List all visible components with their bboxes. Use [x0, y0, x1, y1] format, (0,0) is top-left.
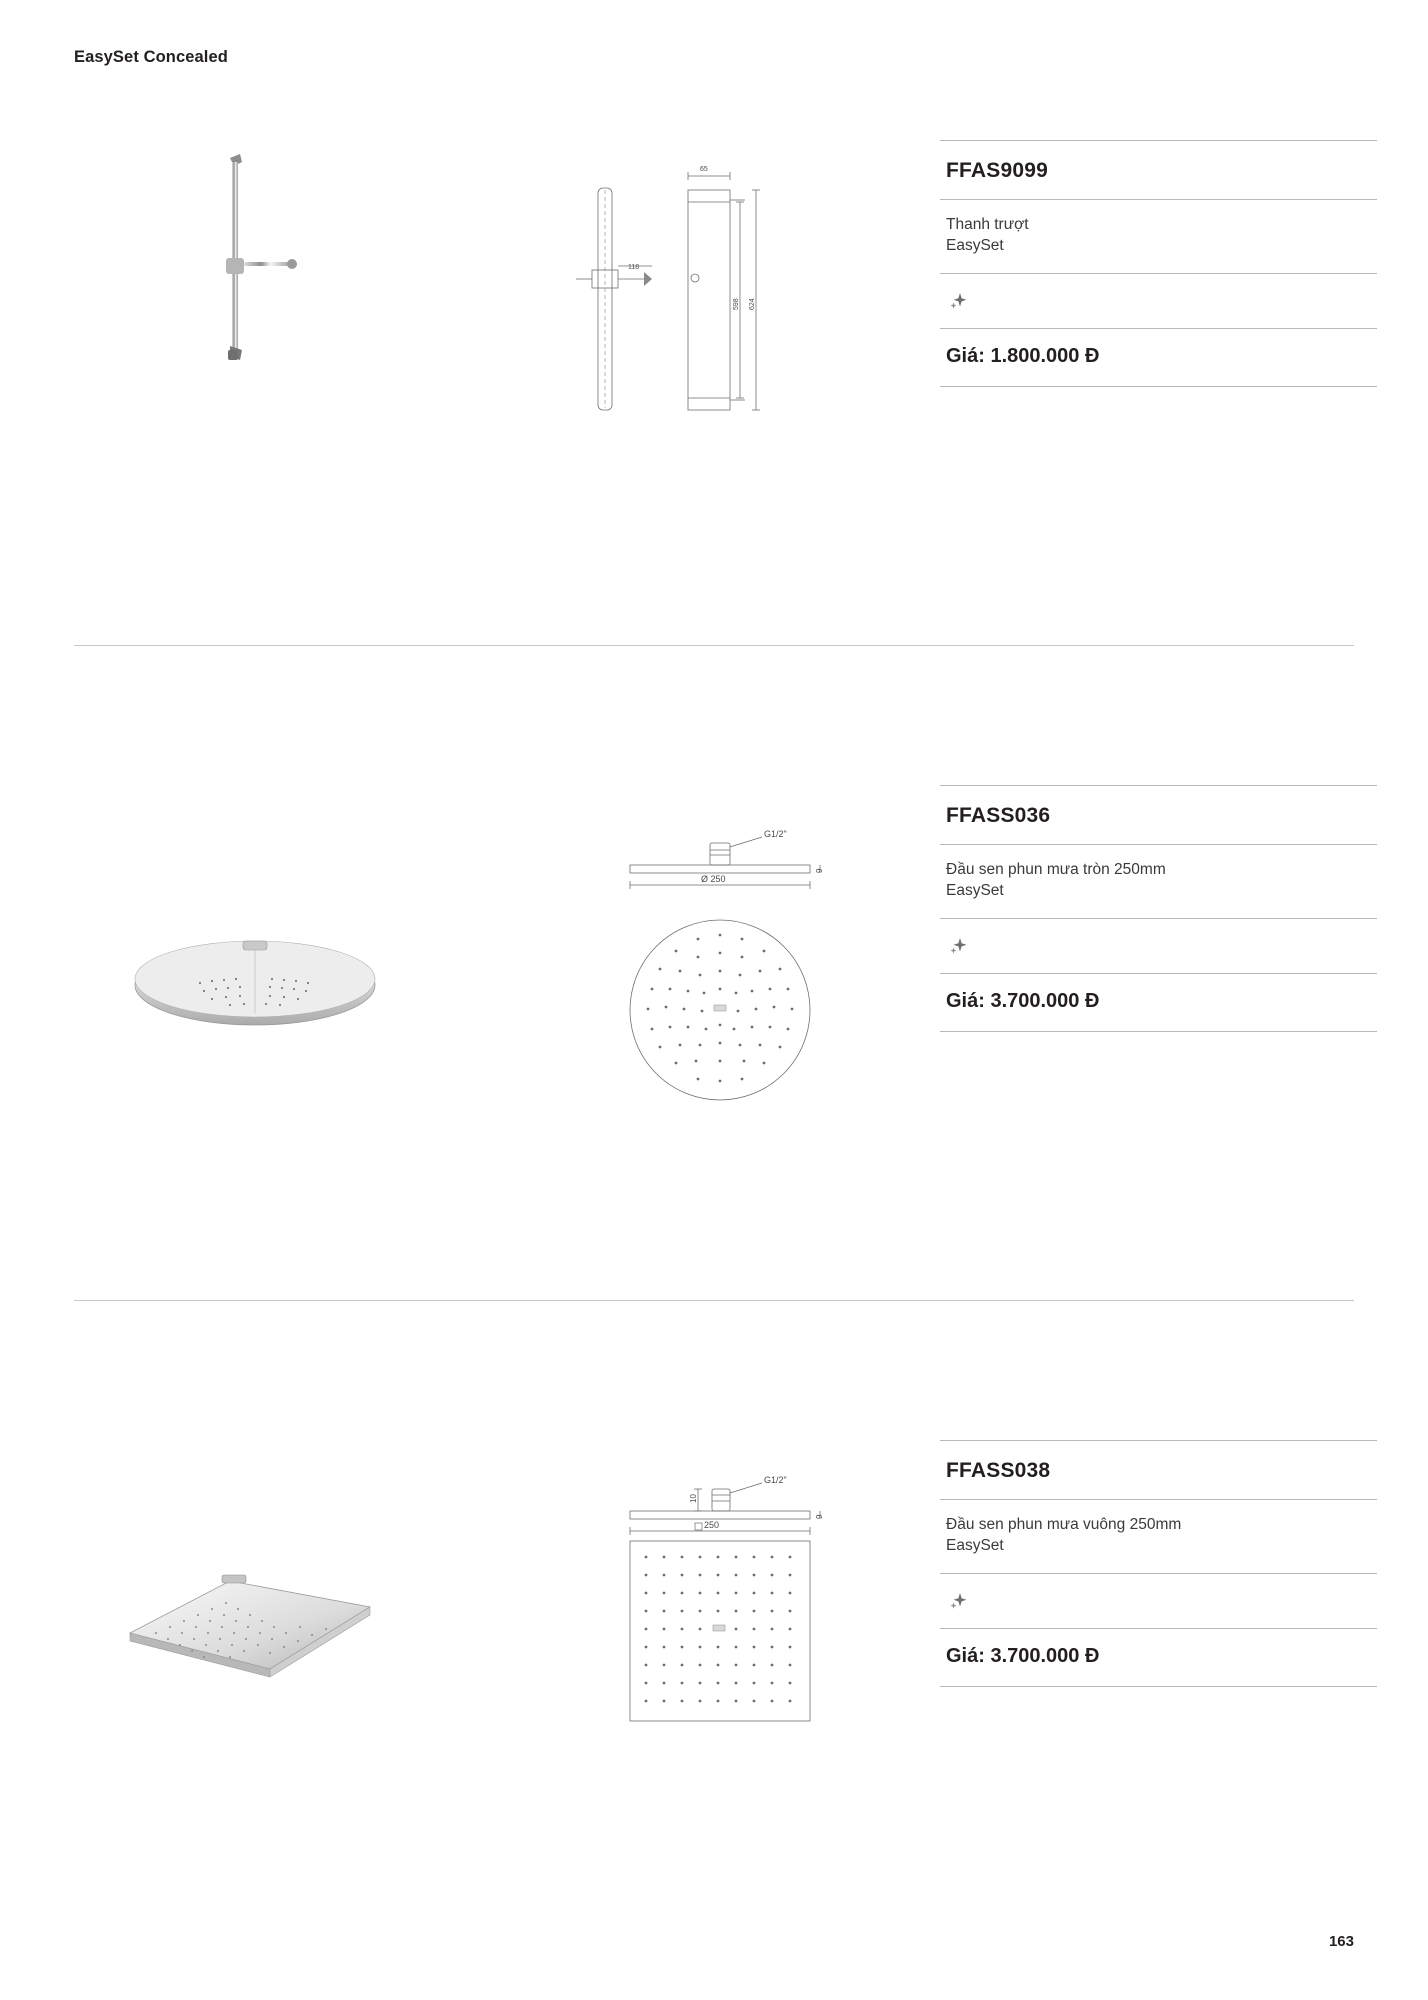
svg-text:10: 10 — [689, 1494, 698, 1503]
page-title: EasySet Concealed — [74, 48, 228, 66]
svg-text:Ø 250: Ø 250 — [701, 874, 726, 884]
svg-text:250: 250 — [704, 1520, 720, 1530]
product-price: Giá: 3.700.000 Đ — [946, 989, 1100, 1012]
technical-drawing-ffass038 — [570, 1445, 900, 1845]
product-info-ffass036 — [940, 785, 1377, 1032]
svg-text:118: 118 — [628, 264, 640, 271]
description-line-2: EasySet — [946, 1536, 1004, 1554]
product-info-ffass038 — [940, 1440, 1377, 1687]
svg-text:9: 9 — [815, 868, 824, 873]
product-badges — [940, 919, 1377, 973]
svg-text:9: 9 — [815, 1514, 824, 1519]
product-description — [940, 200, 1377, 273]
description-line-2: EasySet — [946, 881, 1004, 899]
description-line-2: EasySet — [946, 236, 1004, 254]
description-line-1: Thanh trượt — [946, 216, 1029, 233]
divider — [940, 1031, 1377, 1032]
product-photo-ffass036 — [130, 915, 380, 1055]
svg-text:598: 598 — [733, 298, 740, 310]
product-price: Giá: 1.800.000 Đ — [946, 344, 1100, 367]
description-line-1: Đầu sen phun mưa vuông 250mm — [946, 1516, 1182, 1533]
svg-text:G1/2": G1/2" — [764, 829, 787, 839]
product-row — [0, 645, 1428, 1295]
svg-text:624: 624 — [749, 298, 756, 310]
product-badges — [940, 1574, 1377, 1628]
sparkle-icon — [946, 1588, 972, 1614]
product-row — [0, 1300, 1428, 1940]
svg-text:65: 65 — [700, 166, 708, 173]
product-row — [0, 0, 1428, 640]
technical-drawing-ffas9099 — [540, 160, 870, 440]
product-description — [940, 845, 1377, 918]
product-price: Giá: 3.700.000 Đ — [946, 1644, 1100, 1667]
technical-drawing-ffass036 — [570, 795, 900, 1195]
description-line-1: Đầu sen phun mưa tròn 250mm — [946, 861, 1166, 878]
divider — [940, 386, 1377, 387]
product-code: FFASS036 — [946, 804, 1051, 827]
product-badges — [940, 274, 1377, 328]
product-photo-ffas9099 — [150, 150, 450, 430]
product-photo-ffass038 — [110, 1565, 390, 1705]
product-description — [940, 1500, 1377, 1573]
svg-text:G1/2": G1/2" — [764, 1475, 787, 1485]
divider — [940, 1686, 1377, 1687]
sparkle-icon — [946, 288, 972, 314]
sparkle-icon — [946, 933, 972, 959]
product-info-ffas9099 — [940, 140, 1377, 387]
product-code: FFASS038 — [946, 1459, 1051, 1482]
product-code: FFAS9099 — [946, 159, 1048, 182]
page-number: 163 — [1328, 1933, 1354, 1950]
